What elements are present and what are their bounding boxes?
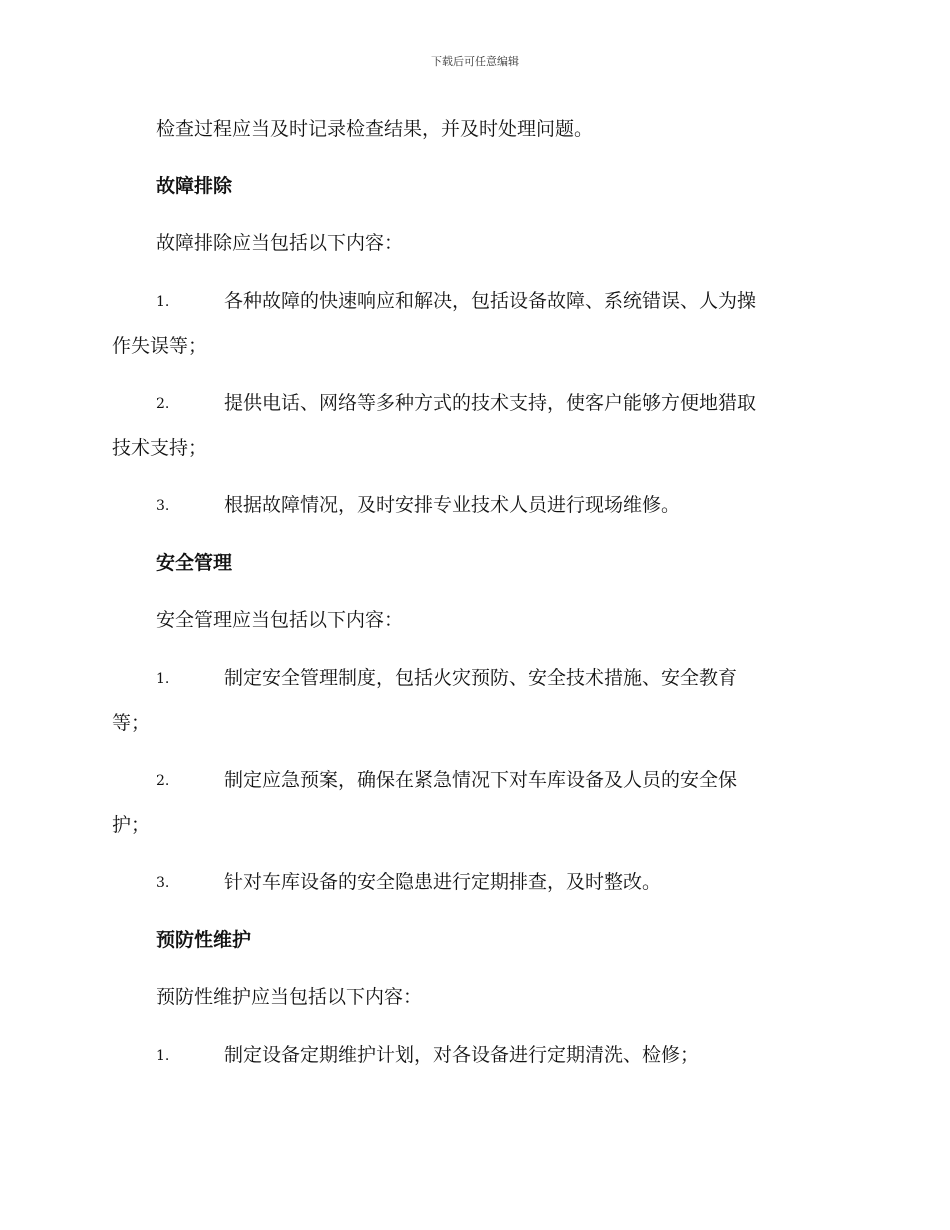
list-item-text: 针对车库设备的安全隐患进行定期排查，及时整改。: [224, 871, 662, 893]
list-item-text: 根据故障情况，及时安排专业技术人员进行现场维修。: [224, 494, 681, 516]
list-item-text: 制定安全管理制度，包括火灾预防、安全技术措施、安全教育: [224, 667, 738, 689]
list-number: 1.: [156, 1048, 170, 1064]
list-item-text: 提供电话、网络等多种方式的技术支持，使客户能够方便地猎取: [224, 392, 757, 414]
list-item-text: 制定应急预案，确保在紧急情况下对车库设备及人员的安全保: [224, 769, 738, 791]
list-item-text: 制定设备定期维护计划，对各设备进行定期清洗、检修；: [224, 1044, 700, 1066]
paragraph-troubleshooting-intro: 故障排除应当包括以下内容：: [156, 232, 404, 254]
heading-troubleshooting: 故障排除: [156, 175, 233, 197]
paragraph-inspection-record: 检查过程应当及时记录检查结果，并及时处理问题。: [156, 118, 594, 140]
list-item-continuation: 技术支持；: [112, 437, 208, 459]
list-number: 1.: [156, 294, 170, 310]
page-header: 下载后可任意编辑: [431, 55, 519, 68]
paragraph-safety-intro: 安全管理应当包括以下内容：: [156, 609, 404, 631]
list-number: 2.: [156, 396, 170, 412]
heading-preventive-maintenance: 预防性维护: [156, 929, 252, 951]
list-item-text: 各种故障的快速响应和解决，包括设备故障、系统错误、人为操: [224, 290, 757, 312]
list-item-continuation: 护；: [112, 814, 151, 836]
list-item-continuation: 作失误等；: [112, 335, 208, 357]
list-number: 2.: [156, 773, 170, 789]
paragraph-preventive-intro: 预防性维护应当包括以下内容：: [156, 986, 423, 1008]
heading-safety-management: 安全管理: [156, 552, 233, 574]
list-number: 3.: [156, 875, 170, 891]
list-item-continuation: 等；: [112, 712, 151, 734]
list-number: 1.: [156, 671, 170, 687]
list-number: 3.: [156, 498, 170, 514]
